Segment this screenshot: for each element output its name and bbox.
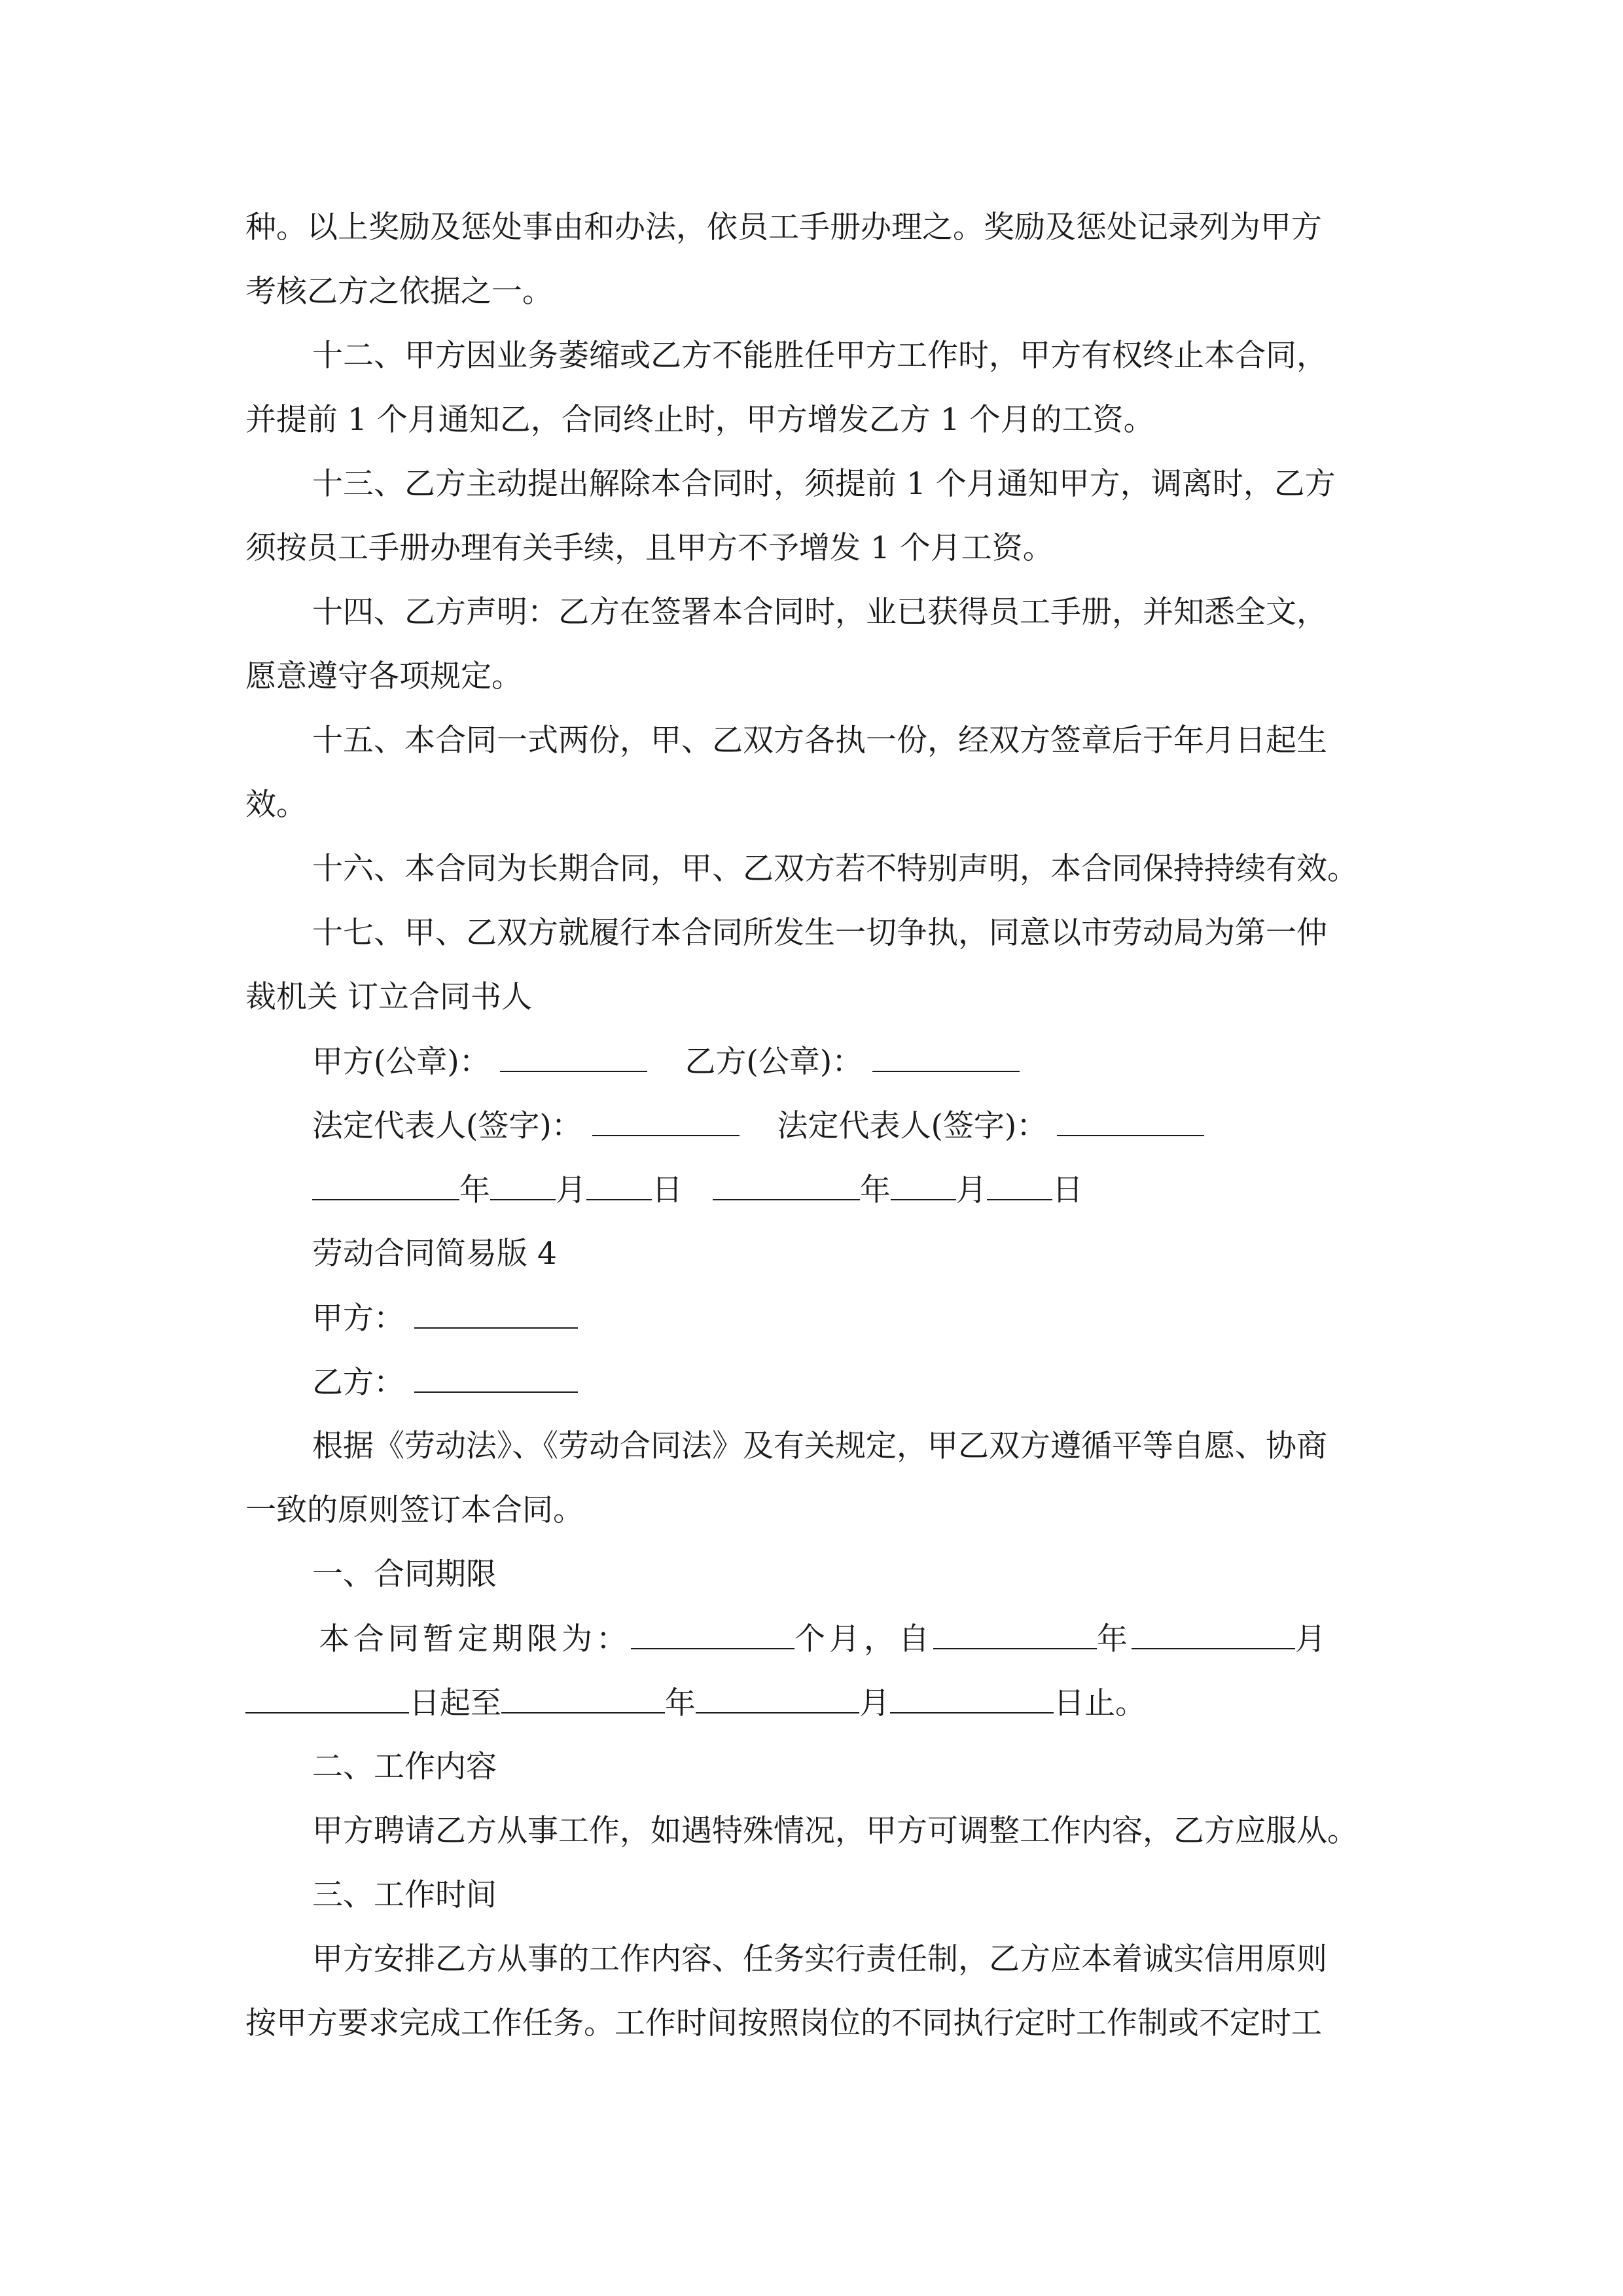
term-end-day-blank[interactable] [890,1683,1054,1713]
party-b-seal-label: 乙方(公章)： [685,1044,863,1080]
month-label: 月 [955,1172,987,1208]
term-year2-label: 年 [665,1685,696,1721]
day-label: 日 [652,1172,683,1208]
date-month-blank[interactable] [891,1170,956,1200]
party-b-seal-blank[interactable] [872,1042,1020,1072]
term-end-month-blank[interactable] [696,1683,859,1713]
clause-13-line: 十三、乙方主动提出解除本合同时，须提前 1 个月通知甲方，调离时，乙方 [312,466,1336,502]
term-start-month-blank[interactable] [1132,1619,1295,1649]
intro-line: 一致的原则签订本合同。 [245,1492,584,1528]
party-a-row [312,1299,578,1338]
date-year-blank[interactable] [312,1170,459,1200]
term-year-label: 年 [1097,1621,1132,1657]
party-b-row [312,1363,578,1403]
heading-work-content: 二、工作内容 [312,1749,497,1785]
term-month-label: 月 [1295,1621,1330,1657]
term-prefix: 本合同暂定期限为： [319,1621,631,1657]
party-b-label: 乙方： [312,1365,404,1401]
term-from-label: 日起至 [409,1685,501,1721]
paragraph-line: 考核乙方之依据之一。 [245,274,553,310]
representative-row [312,1106,1204,1146]
term-month2-label: 月 [859,1685,890,1721]
term-months-blank[interactable] [631,1619,794,1649]
work-time-line: 甲方安排乙方从事的工作内容、任务实行责任制，乙方应本着诚实信用原则 [312,1941,1327,1977]
work-time-line: 按甲方要求完成工作任务。工作时间按照岗位的不同执行定时工作制或不定时工 [245,2005,1322,2041]
clause-12-line: 十二、甲方因业务萎缩或乙方不能胜任甲方工作时，甲方有权终止本合同， [312,338,1327,374]
clause-14-line: 愿意遵守各项规定。 [245,658,522,694]
clause-14-line: 十四、乙方声明：乙方在签署本合同时，业已获得员工手册，并知悉全文， [312,594,1327,630]
party-b-rep-label: 法定代表人(签字)： [777,1108,1048,1144]
date-day-blank[interactable] [586,1170,652,1200]
term-months-label: 个月，自 [794,1621,933,1657]
date-row [312,1170,1083,1210]
month-label: 月 [556,1172,586,1208]
clause-15-line: 十五、本合同一式两份，甲、乙双方各执一份，经双方签章后于年月日起生 [312,723,1327,759]
intro-line: 根据《劳动法》、《劳动合同法》及有关规定，甲乙双方遵循平等自愿、协商 [312,1428,1327,1464]
year-label: 年 [859,1172,891,1208]
clause-13-line: 须按员工手册办理有关手续，且甲方不予增发 1 个月工资。 [245,530,1054,566]
date-day-blank[interactable] [987,1170,1052,1200]
year-label: 年 [459,1172,490,1208]
seal-row [312,1042,1020,1082]
term-end-year-blank[interactable] [501,1683,665,1713]
heading-work-time: 三、工作时间 [312,1877,497,1913]
clause-15-line: 效。 [245,787,307,823]
term-start-day-blank[interactable] [245,1683,409,1713]
clause-17-line: 十七、甲、乙双方就履行本合同所发生一切争执，同意以市劳动局为第一仲 [312,915,1327,951]
party-a-label: 甲方： [312,1300,404,1336]
party-a-seal-label: 甲方(公章)： [312,1044,490,1080]
party-a-blank[interactable] [414,1299,578,1329]
clause-16-line: 十六、本合同为长期合同，甲、乙双方若不特别声明，本合同保持持续有效。 [312,851,1358,887]
term-start-year-blank[interactable] [933,1619,1097,1649]
heading-contract-term: 一、合同期限 [312,1556,497,1592]
day-label: 日 [1052,1172,1083,1208]
term-row [319,1619,1330,1659]
party-a-rep-label: 法定代表人(签字)： [312,1108,582,1144]
section-title: 劳动合同简易版 4 [312,1236,557,1272]
term-row-2 [245,1683,1146,1723]
party-b-rep-blank[interactable] [1057,1106,1204,1136]
work-content-line: 甲方聘请乙方从事工作，如遇特殊情况，甲方可调整工作内容，乙方应服从。 [312,1813,1358,1849]
party-a-seal-blank[interactable] [500,1042,647,1072]
term-end-label: 日止。 [1054,1685,1146,1721]
clause-12-line: 并提前 1 个月通知乙，合同终止时，甲方增发乙方 1 个月的工资。 [245,402,1154,438]
clause-17-line: 裁机关 订立合同书人 [245,979,532,1015]
date-month-blank[interactable] [490,1170,556,1200]
paragraph-line: 种。以上奖励及惩处事由和办法，依员工手册办理之。奖励及惩处记录列为甲方 [245,209,1322,245]
date-year-blank[interactable] [713,1170,860,1200]
party-b-blank[interactable] [414,1363,578,1393]
party-a-rep-blank[interactable] [592,1106,740,1136]
